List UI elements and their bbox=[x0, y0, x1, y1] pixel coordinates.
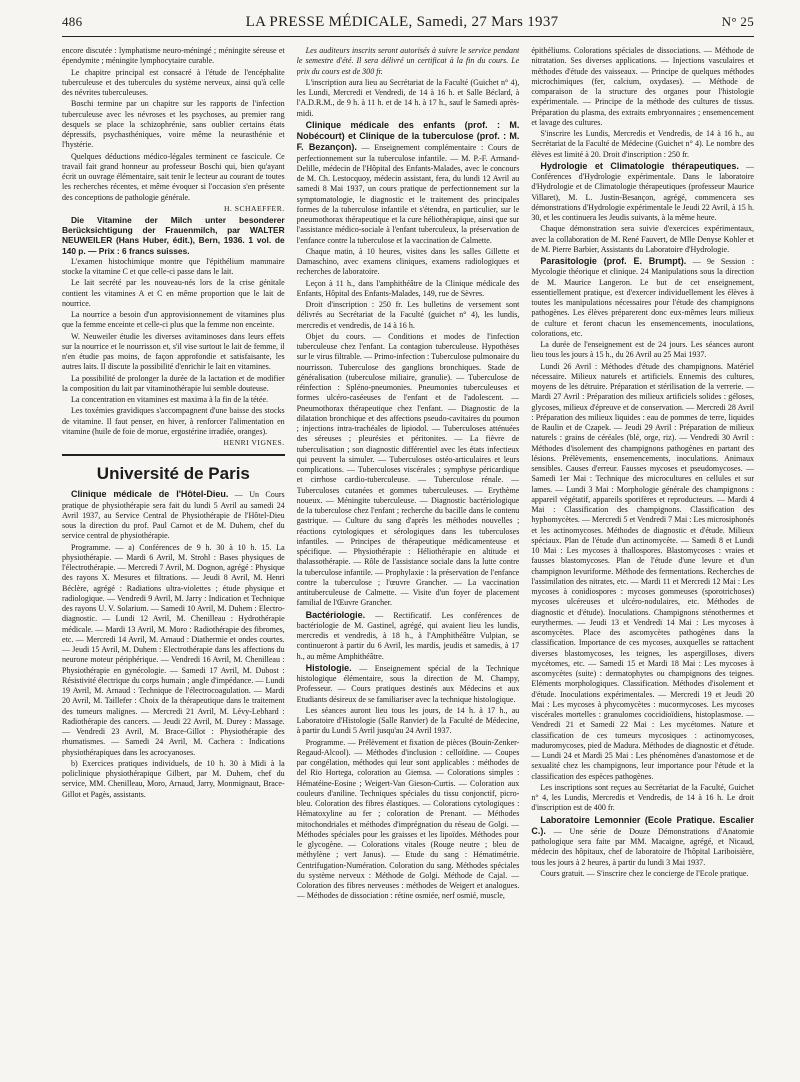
section-title: Université de Paris bbox=[62, 454, 285, 484]
paragraph: Programme. — Prélèvement et fixation de pièces (Bouin-Zenker-Regaud-Alcool). — Méthodes d'inclusion : celloïdine. — Coupes par congélation, méthodes qui leur sont applicables : méthodes de del Rio Hortega, coloration au Giemsa. — Colorations simples : Hématéine-Eosine ; Weigert-Van Gieson-Curtis. — Coloration aux couleurs d'aniline. Techniques spéciales du tissu conjonctif, picro-bleu. Coloration des fibres élastiques. — Colorations cytologiques : Hématoxyline au fer ; coloration de Prenant. — Méthodes mitochondriales et méthodes d'imprégnation du réseau de Golgi. — Méthodes spéciales pour les graisses et les lipoïdes. Méthodes pour le glycogène. — Colorations vitales (Rouge neutre ; bleu de méthylène ; vert Janus). — Etude du sang : Hématimétrie. Centrifugation-Numération. Coloration du sang. Méthodes spéciales du système nerveux : Méthode de Golgi. Méthode de Cajal. — Coloration des fibres nerveuses : méthodes de Weigert et analogues. — Méthodes de dissociation : rétine osmiée, nerf osmié, muscle, bbox=[296, 737, 520, 901]
signature: H. SCHAEFFER. bbox=[223, 203, 285, 213]
column-2 bbox=[297, 46, 520, 1076]
paragraph: S'inscrire les Lundis, Mercredis et Vendredis, de 14 à 16 h., au Secrétariat de la Faculté de Médecine (Guichet n° 4). Le nombre des élèves est limité à 20. Droit d'inscription : 250 fr. bbox=[531, 129, 755, 159]
page-number: 486 bbox=[62, 14, 83, 29]
subsection-title: Bactériologie. bbox=[305, 609, 366, 620]
paragraph: — Une série de Douze Démonstrations d'Anatomie pathologique sera faite par MM. Macaigne, agrégé, et Nicaud, médecin des hôpitaux, chef de laboratoire de l'hôpital Lariboisière, tous les jours à 2 heures, à partir du lundi 3 Mai 1937. bbox=[531, 826, 755, 867]
issue-number: N° 25 bbox=[721, 14, 754, 29]
page-header bbox=[62, 14, 754, 36]
subsection-title: Laboratoire Lemonnier (Ecole Pratique. Escalier C.). bbox=[531, 814, 755, 836]
paragraph: Chaque démonstration sera suivie d'exercices expérimentaux, avec la collaboration de M. René Fauvert, de Mlle Denyse Kohler et de M. Pierre Barbier, Assistants du Laboratoire d'Hydrologie. bbox=[531, 224, 755, 254]
paragraph: La concentration en vitamines est maxima à la fin de la tétée. bbox=[71, 395, 269, 405]
subsection-title: Clinique médicale de l'Hôtel-Dieu. bbox=[71, 489, 229, 500]
paragraph: L'examen histochimique montre que l'épithélium mammaire stocke la vitamine C et que celle-ci passe dans le lait. bbox=[62, 256, 285, 277]
paragraph: Chaque matin, à 10 heures, visites dans les salles Gillette et Damaschino, avec examens cliniques, examens radiologiques et recherches de laboratoire. bbox=[296, 246, 520, 277]
paragraph: Les inscriptions sont reçues au Secrétariat de la Faculté, Guichet n° 4, les Lundis, Mercredis et Vendredis, de 14 à 16 h. Le droit d'inscription est de 400 fr. bbox=[531, 782, 755, 813]
paragraph: — Rectificatif. Les conférences de bactériologie de M. Gastinel, agrégé, qui avaient lieu les lundis, mercredis et vendredis, à 18 h., à l'Amphithéâtre Vulpian, se continueront à partir du 6 Avril, les mardis, jeudis et samedis, à 17 h., au même Amphithéâtre. bbox=[296, 610, 520, 661]
paragraph: Les auditeurs inscrits seront autorisés à suivre le service pendant le semestre d'été. Il sera délivré un certificat à la fin du cours. Le prix du cours est de 300 fr. bbox=[296, 46, 520, 76]
paragraph: — Enseignement complémentaire : Cours de perfectionnement sur la tuberculose infantile. — M. P.-F. Armand-Delille, médecin de l'Hôpital des Enfants-Malades, avec le concours de M. Ch. Lestocquoy, médecin assistant, fera, du lundi 12 Avril au samedi 8 Mai 1937, un cours pratique de perfectionnement sur la symptomatologie, le diagnostic et le traitement des principales formes de la tuberculose infantile et s'étendra, en particulier, sur le pneumothorax thérapeutique et la cure héliothérapique, ainsi que sur l'assistance médico-sociale à l'enfant tuberculeux, la préservation de l'enfance contre la tuberculose et la vaccination de Calmette. bbox=[296, 143, 520, 245]
paragraph: Les séances auront lieu tous les jours, de 14 h. à 17 h., au Laboratoire d'Histologie (Salle Ranvier) de la Faculté de Médecine, à partir du Lundi 5 Avril jusqu'au 24 Avril 1937. bbox=[296, 705, 520, 736]
paragraph: — Un Cours pratique de physiothérapie sera fait du lundi 5 Avril au samedi 24 Avril 1937, au Service Central de Physiothérapie de l'Hôtel-Dieu sous la direction du prof. Paul Carnot et de M. Duhem, chef du service central de physiothérapie. bbox=[62, 490, 285, 541]
paragraph: Lundi 26 Avril : Méthodes d'étude des champignons. Matériel nécessaire. Milieux naturels et artificiels. Ennemis des cultures, moyens de les détruire. Préparation et stérilisation de la verrerie. — Mardi 27 Avril : Préparation des milieux artificiels solides : géloses, glycoses, milieux d'épreuve et de conservation. — Mercredi 28 Avril : Préparation des milieux liquides : eau de pommes de terre, liquides de Raulin et de Czapek. — Jeudi 29 Avril : Préparation de milieux naturels : grains de céréales (blé, orge, riz). — Vendredi 30 Avril : Méthodes d'isolement des champignons pathogènes en partant des lésions. Prélèvements, ensemencements, inoculations. Animaux sensibles. Causes d'erreur. Fausses mycoses et pseudomycoses. — Samedi 1er Mai : Technique des microcultures en cellules et sur lames. — Lundi 3 Mai : Morphologie générale des champignons : appareil végétatif, appareils sporifères et reproducteurs. — Mardi 4 Mai : Classification des champignons. Classification des hyphomycètes. — Mercredi 5 et Vendredi 7 Mai : Les microsiphonés et les actinomycoses. Méthodes de diagnostic et d'étude. Milieux spéciaux. Plan de l'étude d'un actinomycète. — Samedi 8 et Lundi 10 Mai : Les mycoses à thallospores. Blastomycoses : vraies et fausses blastomycoses. Plan de l'étude d'une levure et d'un champignon levuriforme. Méthode des fermentations. Recherches de l'assimilation des nitrates, etc. — Mardi 11 et Mercredi 12 Mai : Les mycoses à conidiospores : mycoses gommeuses (sporotrichoses) mycoses ulcéreuses et ulcéro-nodulaires, etc. Méthodes de diagnostic et d'étude). Inoculations. Champignons sténothermes et eurythermes. — Jeudi 13 et Vendredi 14 Mai : Les mycoses à ascomycètes. Place des ascomycètes pathogènes dans la classification. Importance de ces mycoses, auxquelles se rattachent diverses blastomycoses, les teignes, les aspergilloses, divers mycétomes, etc. — Samedi 15 et Mardi 18 Mai : Les mycoses à ascomycètes (suite) : dermatophytes ou champignons des teignes. Eléments morphologiques. Classification. Méthodes d'isolement et d'étude. Inoculations expérimentales. — Mercredi 19 et Jeudi 20 Mai : Les mycoses à phycomycètes : mucormycoses. Les mycoses viscérales mortelles : granulomes coccidioïdiens, histoplasmose. — Vendredi 21 et Samedi 22 Mai : Les mycétomes. Nature et classification de ces tumeurs mycosiques : actinomycoses, maduromycoses, pied de Madura. Méthodes de diagnostic et d'étude. — Lundi 24 et Mardi 25 Mai : Les phénomènes d'anastomose et de sexualité chez les champignons, leur importance pour l'étude et la classification des espèces pathogènes. bbox=[531, 361, 755, 781]
column-1 bbox=[62, 46, 285, 1076]
paragraph: — 9e Session : Mycologie théorique et clinique. 24 Manipulations sous la direction de M. Maurice Langeron. Le but de cet enseignement, essentiellement pratique, est d'exercer individuellement les élèves à toutes les manipulations nécessaires pour l'étude des champignons pathogènes. Les élèves préparerent donc eux-mêmes leurs milieux de culture et feront chacun les ensemencements, inoculations, colorations, etc. bbox=[531, 257, 755, 338]
paragraph: — Conférences d'Hydrologie expérimentale. Dans le laboratoire d'Hydrologie et de Climatologie thérapeutiques (professeur Maurice Villaret), M. L. Justin-Besançon, agrégé, commencera ses démonstrations d'Hydrologie expérimentale le Jeudi 22 Avril, à 15 h. 30, et les continuera les Jeudis suivants, à la même heure. bbox=[531, 161, 755, 222]
signature: HENRI VIGNES. bbox=[223, 438, 285, 448]
paragraph: Le lait secrété par les nouveau-nés lors de la crise génitale contient les vitamines A et C en même proportion que le lait de nourrice. bbox=[62, 278, 285, 308]
subsection-title: Histologie. bbox=[305, 662, 352, 673]
paragraph: Objet du cours. — Conditions et modes de l'infection tuberculeuse chez l'enfant. La contagion tuberculeuse. Hypothèses sur le virus filtrable. — Primo-infection : Tuberculose pulmonaire du nourrisson. Tuberculose des ganglions bronchiques. Stade de généralisation (tuberculose miliaire, granulie). — Tuberculose de réinfection : Spléno-pneumonies. Pneumonies tuberculeuses et formes ulcéro-caséeuses de l'enfant et de l'adolescent. — Pneumothorax thérapeutique chez l'enfant. — Diagnostic de la dilatation bronchique et des affections pseudo-cavitaires du poumon ; injections intra-trachéales de lipiodol. — Tuberculoses atténuées des séreuses ; pleurésies et péritonites. — La fièvre de tuberculisation ; son diagnostic différentiel avec les états infectieux qui peuvent la simuler. — Tuberculoses ostéo-articulaires et leurs complications. — Tuberculoses viscérales ; symphyse péricardique et cirrhose cardio-tuberculeuse. — Tuberculose rénale. — Tuberculoses cutanées et gommes tuberculeuses. — Erythème noueux. — Méningite tuberculeuse. — Diagnostic bactériologique de la tuberculose chez l'enfant ; recherche du bacille dans le contenu gastrique. — Culture du sang d'après les méthodes nouvelles ; réactions cytologiques et sérologiques dans les tuberculoses infantiles. — Principes de thérapeutique médicamenteuse et spécifique. — Physiothérapie : Héliothérapie en altitude et thalassothérapie. — Rôle de l'assistance sociale dans la lutte contre la tuberculose infantile. — Prophylaxie : la préservation de l'enfance contre la tuberculose ; l'œuvre Grancher. — La vaccination antituberculeuse de Calmette. — Visite d'un foyer de placement familial de l'Œuvre Grancher. bbox=[296, 331, 520, 608]
columns bbox=[62, 46, 754, 1076]
paragraph: Programme. — a) Conférences de 9 h. 30 à 10 h. 15. La physiothérapie. — Mardi 6 Avril, M. Strohl : Bases physiques de l'électrothérapie. — Mercredi 7 Avril, M. Dognon, agrégé : Physique des rayons X. Mesures et filtrations. — Jeudi 8 Avril, M. Henri Béclère, agrégé : Radiations ultra-violettes ; étude physique et radiologique. — Vendredi 9 Avril, M. Jarry : Indication et Technique des rayons U. V. Solarium. — Samedi 10 Avril, M. Duhem : Electro-diagnostic. — Lundi 12 Avril, M. Chenilleau : Hydrothérapie médicale. — Mardi 13 Avril, M. Moro : Radiothérapie des fibromes, etc. — Mercredi 14 Avril, M. Arnaud : Diathermie et ondes courtes. — Jeudi 15 Avril, M. Duhem : Electrothérapie dans les affections du neurone moteur périphérique. — Vendredi 16 Avril, M. Chenilleau : Physiothérapie en gynécologie. — Samedi 17 Avril, M. Dubost : Résistivité électrique du corps humain ; angle d'impédance. — Lundi 19 Avril, M. Arnaud : Technique de l'électrocoagulation. — Mardi 20 Avril, M. Taillefer : Choix de la thérapeutique dans le traitement des tumeurs malignes. — Mercredi 21 Avril, M. Lévy-Lebhard : Radiothérapie des cancers. — Jeudi 22 Avril, M. Durey : Massage. — Vendredi 23 Avril, M. Brace-Gillot : Physiothérapie des rhumatismes. — Samedi 24 Avril, M. Cachera : Indications physiothérapiques dans les acrocyanoses. bbox=[62, 542, 285, 757]
column-3 bbox=[531, 46, 754, 1076]
paragraph: Quelques déductions médico-légales terminent ce fascicule. Ce travail fait grand honneur au professeur Boschi qui, bien qu'ayant écrit un ouvrage élémentaire, sait tenir le lecteur au courant de toutes les recherches récentes, et même évoquer si l'occasion s'en présente des conceptions de pathologie générale. bbox=[62, 151, 285, 202]
subsection-title: Parasitologie (prof. E. Brumpt). bbox=[540, 256, 687, 266]
header-rule bbox=[62, 36, 754, 37]
paragraph: b) Exercices pratiques individuels, de 10 h. 30 à Midi à la policlinique physiothérapique Gilbert, par M. Duhem, chef du service, MM. Chenilleau, Moro, Arnaud, Jarry, Monmignaut, Brace-Gillot et Pagès, assistants. bbox=[62, 758, 285, 799]
paragraph: Droit d'inscription : 250 fr. Les bulletins de versement sont délivrés au Secrétariat de la Faculté (guichet n° 4), les lundis, mercredis et vendredis, de 14 à 16 h. bbox=[296, 300, 520, 330]
paragraph: L'inscription aura lieu au Secrétariat de la Faculté (Guichet n° 4), les Lundi, Mercredi et Vendredi, de 14 à 16 h. et Salle Béclard, à l'A.D.R.M., de 9 h. à 11 h. et de 14 h. à 17 h., sauf le Samedi après-midi. bbox=[296, 77, 520, 118]
paragraph: Boschi termine par un chapitre sur les rapports de l'infection tuberculeuse avec les névroses et les psychoses, au premier rang desquels se place la schizophrénie, sans oublier certains états dépressifs, psychasthéniques, voire même la neurasthénie et l'hystérie. bbox=[62, 99, 285, 150]
paragraph: — Enseignement spécial de la Technique histologique élémentaire, sous la direction de M. Champy, Professeur. — Cours pratiques destinés aux Médecins et aux Etudiants désireux de se familiariser avec la technique histologique. bbox=[296, 663, 520, 704]
paragraph: épithéliums. Colorations spéciales de dissociations. — Méthode de nitratation. Ses diverses applications. — Injections vasculaires et méthodes d'étude des vaisseaux. — Principe de quelques méthodes microchimiques (fer, calcium, oxydases). — Méthode de comparaison de la structure des organes pour l'histologie expérimentale. — Principe de la méthode des cultures de tissus. Préparation du plasma, des extraits embryonnaires ; ensemencement et lavage des cultures. bbox=[531, 46, 755, 127]
paragraph: encore discutée : lymphatisme neuro-méningé ; méningite séreuse et épendymite ; méningite lymphocytaire curable. bbox=[62, 46, 285, 66]
subsection-title: Hydrologie et Climatologie thérapeutiques. bbox=[540, 160, 739, 171]
paragraph: Le chapitre principal est consacré à l'étude de l'encéphalite tuberculeuse et des tubercules du système nerveux, ainsi qu'à celle des névrites tuberculeuses. bbox=[62, 67, 285, 97]
journal-title: LA PRESSE MÉDICALE, Samedi, 27 Mars 1937 bbox=[245, 14, 559, 30]
paragraph: Leçon à 11 h., dans l'amphithéâtre de la Clinique médicale des Enfants, Hôpital des Enfants-Malades, 149, rue de Sèvres. bbox=[296, 278, 520, 298]
paragraph: Cours gratuit. — S'inscrire chez le concierge de l'Ecole pratique. bbox=[540, 868, 749, 878]
paragraph: La possibilité de prolonger la durée de la lactation et de modifier la composition du lait par vitaminothérapie lui semble douteuse. bbox=[62, 373, 285, 393]
paragraph: Les toxémies gravidiques s'accompagnent d'une baisse des stocks de vitamine. Il faut penser, en hiver, à renforcer l'alimentation en vitamine (huile de foie de morue, ergostérine irradiée, oranges). bbox=[62, 406, 285, 436]
review-title: Die Vitamine der Milch unter besonderer Berücksichtigung der Frauenmilch, par WALTER NEUWEILER (Hans Huber, édit.), Bern, 1936. 1 vol. de 140 p. — Prix : 6 francs suisses. bbox=[62, 215, 285, 256]
paragraph: La nourrice a besoin d'un approvisionnement de vitamines plus que la femme enceinte et celle-ci plus que la femme non enceinte. bbox=[62, 310, 285, 330]
paragraph: La durée de l'enseignement est de 24 jours. Les séances auront lieu tous les jours à 15 h., du 26 Avril au 25 Mai 1937. bbox=[531, 340, 755, 360]
paragraph: W. Neuweiler étudie les diverses avitaminoses dans leurs effets sur la nourrice et le nourrisson et, s'il vise surtout le lait de femme, il n'en étudie pas moins, de façon approfondie et satisfaisante, les autres laits. Il discute la possibilité d'enrichir le lait en vitamines. bbox=[62, 331, 285, 372]
subsection-title: Clinique médicale des enfants (prof. : M. Nobécourt) et Clinique de la tuberculose (prof. : M. F. Bezançon). bbox=[296, 119, 520, 153]
